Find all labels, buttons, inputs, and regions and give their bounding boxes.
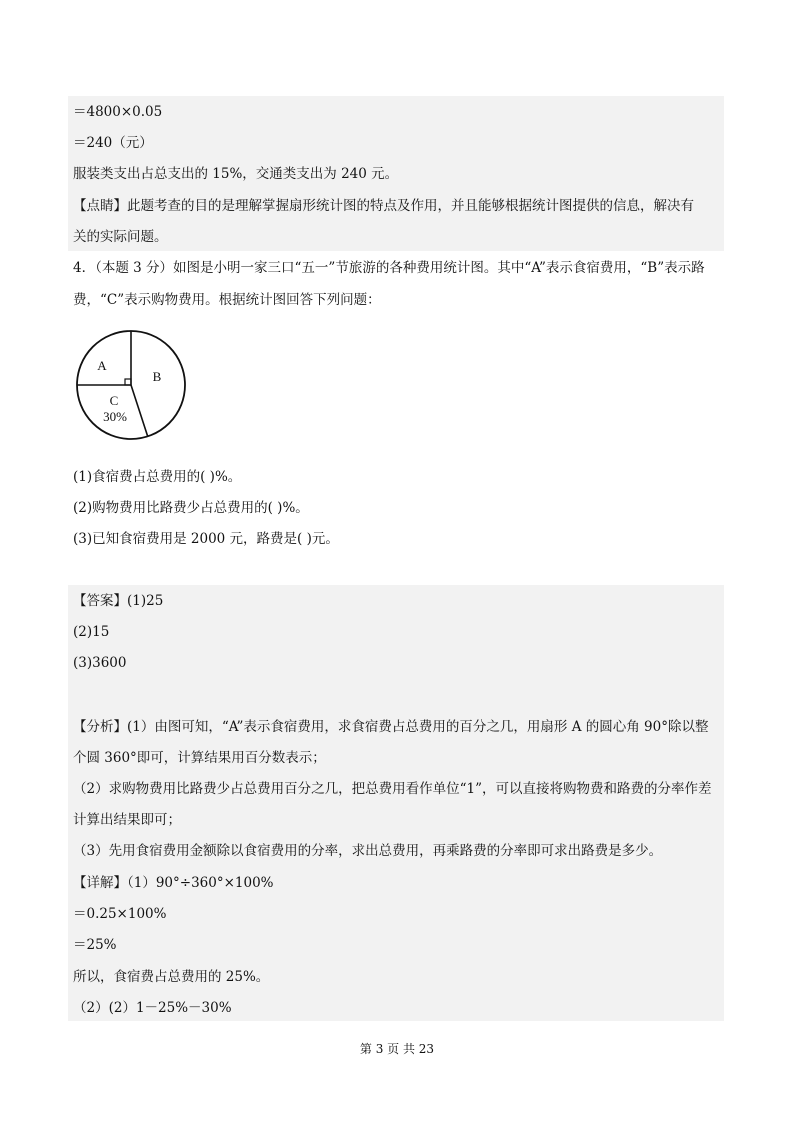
calc-line-1: ＝4800×0.05 <box>73 104 163 120</box>
sub-question-3: (3)已知食宿费用是 2000 元，路费是( )元。 <box>73 531 339 547</box>
detail-line-1: 【详解】（1）90°÷360°×100% <box>73 875 274 891</box>
slice-label-c: C <box>109 393 119 408</box>
question-line-2: 费，“C”表示购物费用。根据统计图回答下列问题： <box>73 292 381 308</box>
solution-box-answer <box>68 585 724 1021</box>
pie-chart <box>75 330 190 442</box>
answer-line-3: (3)3600 <box>73 655 127 671</box>
pie-chart-svg <box>75 330 190 442</box>
conclusion-line-1: 所以，食宿费占总费用的 25%。 <box>73 969 270 985</box>
answer-line-2: (2)15 <box>73 624 110 640</box>
answer-line-1: 【答案】(1)25 <box>73 593 164 609</box>
detail-line-2: ＝0.25×100% <box>73 906 167 922</box>
calc-line-2: ＝240（元） <box>73 135 153 151</box>
slice-label-b: B <box>152 369 162 384</box>
detail-line-3: ＝25% <box>73 937 117 953</box>
result-sentence: 服装类支出占总支出的 15%，交通类支出为 240 元。 <box>73 166 399 182</box>
conclusion-line-2: （2）(2）1－25%－30% <box>73 1000 232 1016</box>
comment-line-1: 【点睛】此题考查的目的是理解掌握扇形统计图的特点及作用，并且能够根据统计图提供的信息，解决有 <box>73 198 694 214</box>
analysis-line-1: 【分析】(1）由图可知，“A”表示食宿费用，求食宿费占总费用的百分之几，用扇形 A 的圆心角 90°除以整 <box>73 719 709 735</box>
page-footer: 第 3 页 共 23 <box>359 1042 435 1056</box>
slice-label-a: A <box>97 358 107 373</box>
sub-question-1: (1)食宿费占总费用的( )%。 <box>73 469 242 485</box>
comment-line-2: 关的实际问题。 <box>73 229 168 245</box>
analysis-line-5: （3）先用食宿费用金额除以食宿费用的分率，求出总费用，再乘路费的分率即可求出路费是多少。 <box>73 843 663 859</box>
slice-value-c: 30% <box>103 409 127 424</box>
question-line-1: 4．（本题 3 分）如图是小明一家三口“五一”节旅游的各种费用统计图。其中“A”表示食宿费用，“B”表示路 <box>73 260 705 276</box>
analysis-line-2: 个圆 360°即可，计算结果用百分数表示； <box>73 750 326 766</box>
sub-question-2: (2)购物费用比路费少占总费用的( )%。 <box>73 500 309 516</box>
analysis-line-4: 计算出结果即可； <box>73 812 181 828</box>
analysis-line-3: （2）求购物费用比路费少占总费用百分之几，把总费用看作单位“1”，可以直接将购物费和路费的分率作差 <box>73 781 712 797</box>
